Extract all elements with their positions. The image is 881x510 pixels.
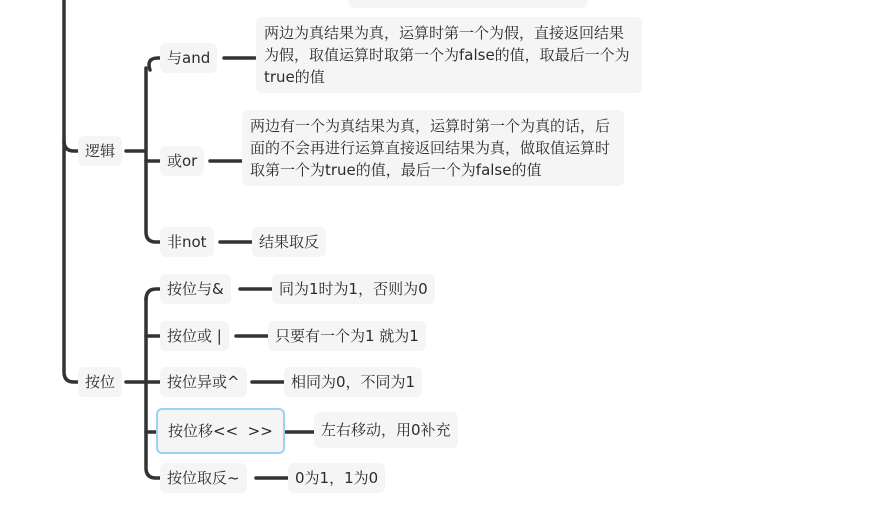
- leaf-bitwise-or-desc[interactable]: 只要有一个为1 就为1: [268, 321, 426, 351]
- topic-logic-and[interactable]: 与and: [160, 43, 217, 73]
- topic-bitwise-shift[interactable]: 按位移<< >>: [156, 408, 285, 454]
- leaf-logic-or-desc[interactable]: 两边有一个为真结果为真，运算时第一个为真的话，后面的不会再进行运算直接返回结果为真，做取值运算时取第一个为true的值，最后一个为false的值: [242, 110, 624, 186]
- leaf-bitwise-invert-desc[interactable]: 0为1，1为0: [288, 463, 385, 493]
- leaf-logic-not-desc[interactable]: 结果取反: [252, 227, 326, 257]
- topic-bitwise-and[interactable]: 按位与&: [160, 274, 231, 304]
- leaf-bitwise-and-desc[interactable]: 同为1时为1，否则为0: [272, 274, 435, 304]
- leaf-bitwise-xor-desc[interactable]: 相同为0，不同为1: [284, 367, 422, 397]
- leaf-logic-and-desc[interactable]: 两边为真结果为真，运算时第一个为假，直接返回结果为假，取值运算时取第一个为false的值，取最后一个为true的值: [256, 17, 642, 93]
- leaf-partial-top[interactable]: [348, 0, 588, 8]
- topic-bitwise-xor[interactable]: 按位异或^: [160, 367, 247, 397]
- topic-logic-not[interactable]: 非not: [160, 227, 214, 257]
- topic-logic[interactable]: 逻辑: [78, 136, 122, 166]
- topic-bitwise-invert[interactable]: 按位取反~: [160, 463, 247, 493]
- topic-bitwise-or[interactable]: 按位或 |: [160, 321, 229, 351]
- topic-bitwise[interactable]: 按位: [78, 367, 122, 397]
- leaf-bitwise-shift-desc[interactable]: 左右移动，用0补充: [314, 412, 458, 448]
- topic-logic-or[interactable]: 或or: [160, 146, 204, 176]
